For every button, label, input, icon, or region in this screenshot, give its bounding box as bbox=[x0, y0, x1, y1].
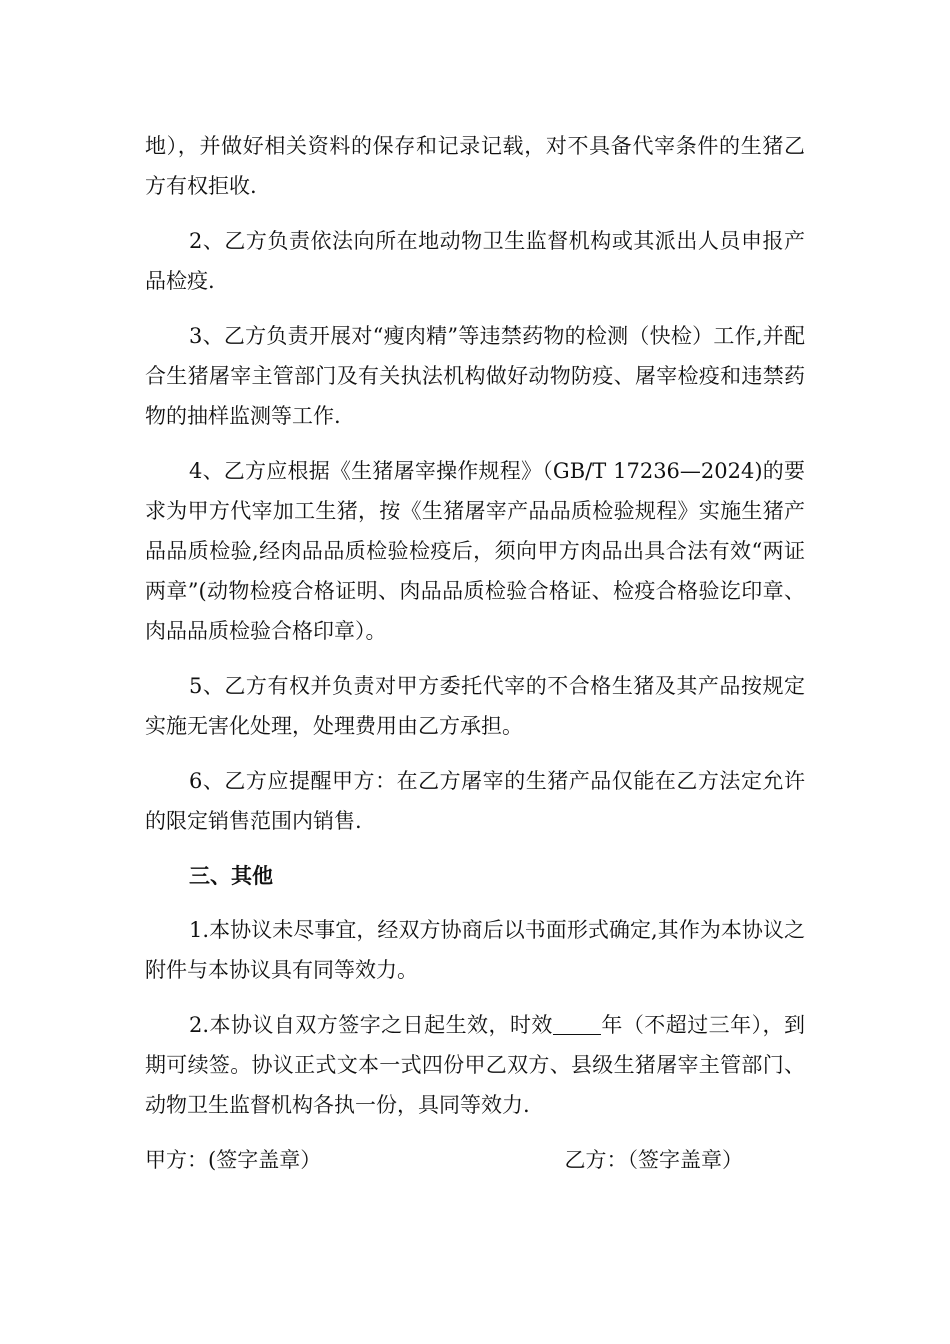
validity-text-after: 年（不超过三年），到期可续签。协议正式文本一式四份甲乙双方、县级生猪屠宰主管部门、动物卫生监督机构各执一份，具同等效力. bbox=[145, 1013, 806, 1117]
paragraph-clause-4: 4、乙方应根据《生猪屠宰操作规程》（GB/T 17236—2024)的要求为甲方代宰加工生猪，按《生猪屠宰产品品质检验规程》实施生猪产品品质检验,经肉品品质检验检疫后，须向甲方肉品出具合法有效“两证两章”(动物检疫合格证明、肉品品质检验合格证、检疫合格验讫印章、肉品品质检验合格印章）。 bbox=[145, 459, 805, 643]
validity-years-blank bbox=[553, 1014, 601, 1035]
party-b-signature: 乙方：（签字盖章） bbox=[564, 1148, 743, 1172]
paragraph-other-2 bbox=[145, 1005, 805, 1125]
paragraph-clause-6: 6、乙方应提醒甲方：在乙方屠宰的生猪产品仅能在乙方法定允许的限定销售范围内销售. bbox=[145, 769, 805, 833]
party-a-signature: 甲方：(签字盖章） bbox=[145, 1148, 322, 1172]
paragraph-other-1: 1.本协议未尽事宜，经双方协商后以书面形式确定,其作为本协议之附件与本协议具有同等效力。 bbox=[145, 918, 805, 982]
signature-row bbox=[145, 1140, 805, 1180]
section-heading: 三、其他 bbox=[189, 863, 273, 888]
document-body bbox=[145, 126, 805, 1180]
paragraph-clause-5: 5、乙方有权并负责对甲方委托代宰的不合格生猪及其产品按规定实施无害化处理，处理费用由乙方承担。 bbox=[145, 674, 805, 738]
paragraph-continuation: 地），并做好相关资料的保存和记录记载，对不具备代宰条件的生猪乙方有权拒收. bbox=[145, 134, 805, 198]
paragraph-clause-3: 3、乙方负责开展对“瘦肉精”等违禁药物的检测（快检）工作,并配合生猪屠宰主管部门及有关执法机构做好动物防疫、屠宰检疫和违禁药物的抽样监测等工作. bbox=[145, 324, 805, 428]
paragraph-clause-2: 2、乙方负责依法向所在地动物卫生监督机构或其派出人员申报产品检疫. bbox=[145, 229, 805, 293]
validity-text-before: 2.本协议自双方签字之日起生效，时效 bbox=[189, 1013, 553, 1037]
